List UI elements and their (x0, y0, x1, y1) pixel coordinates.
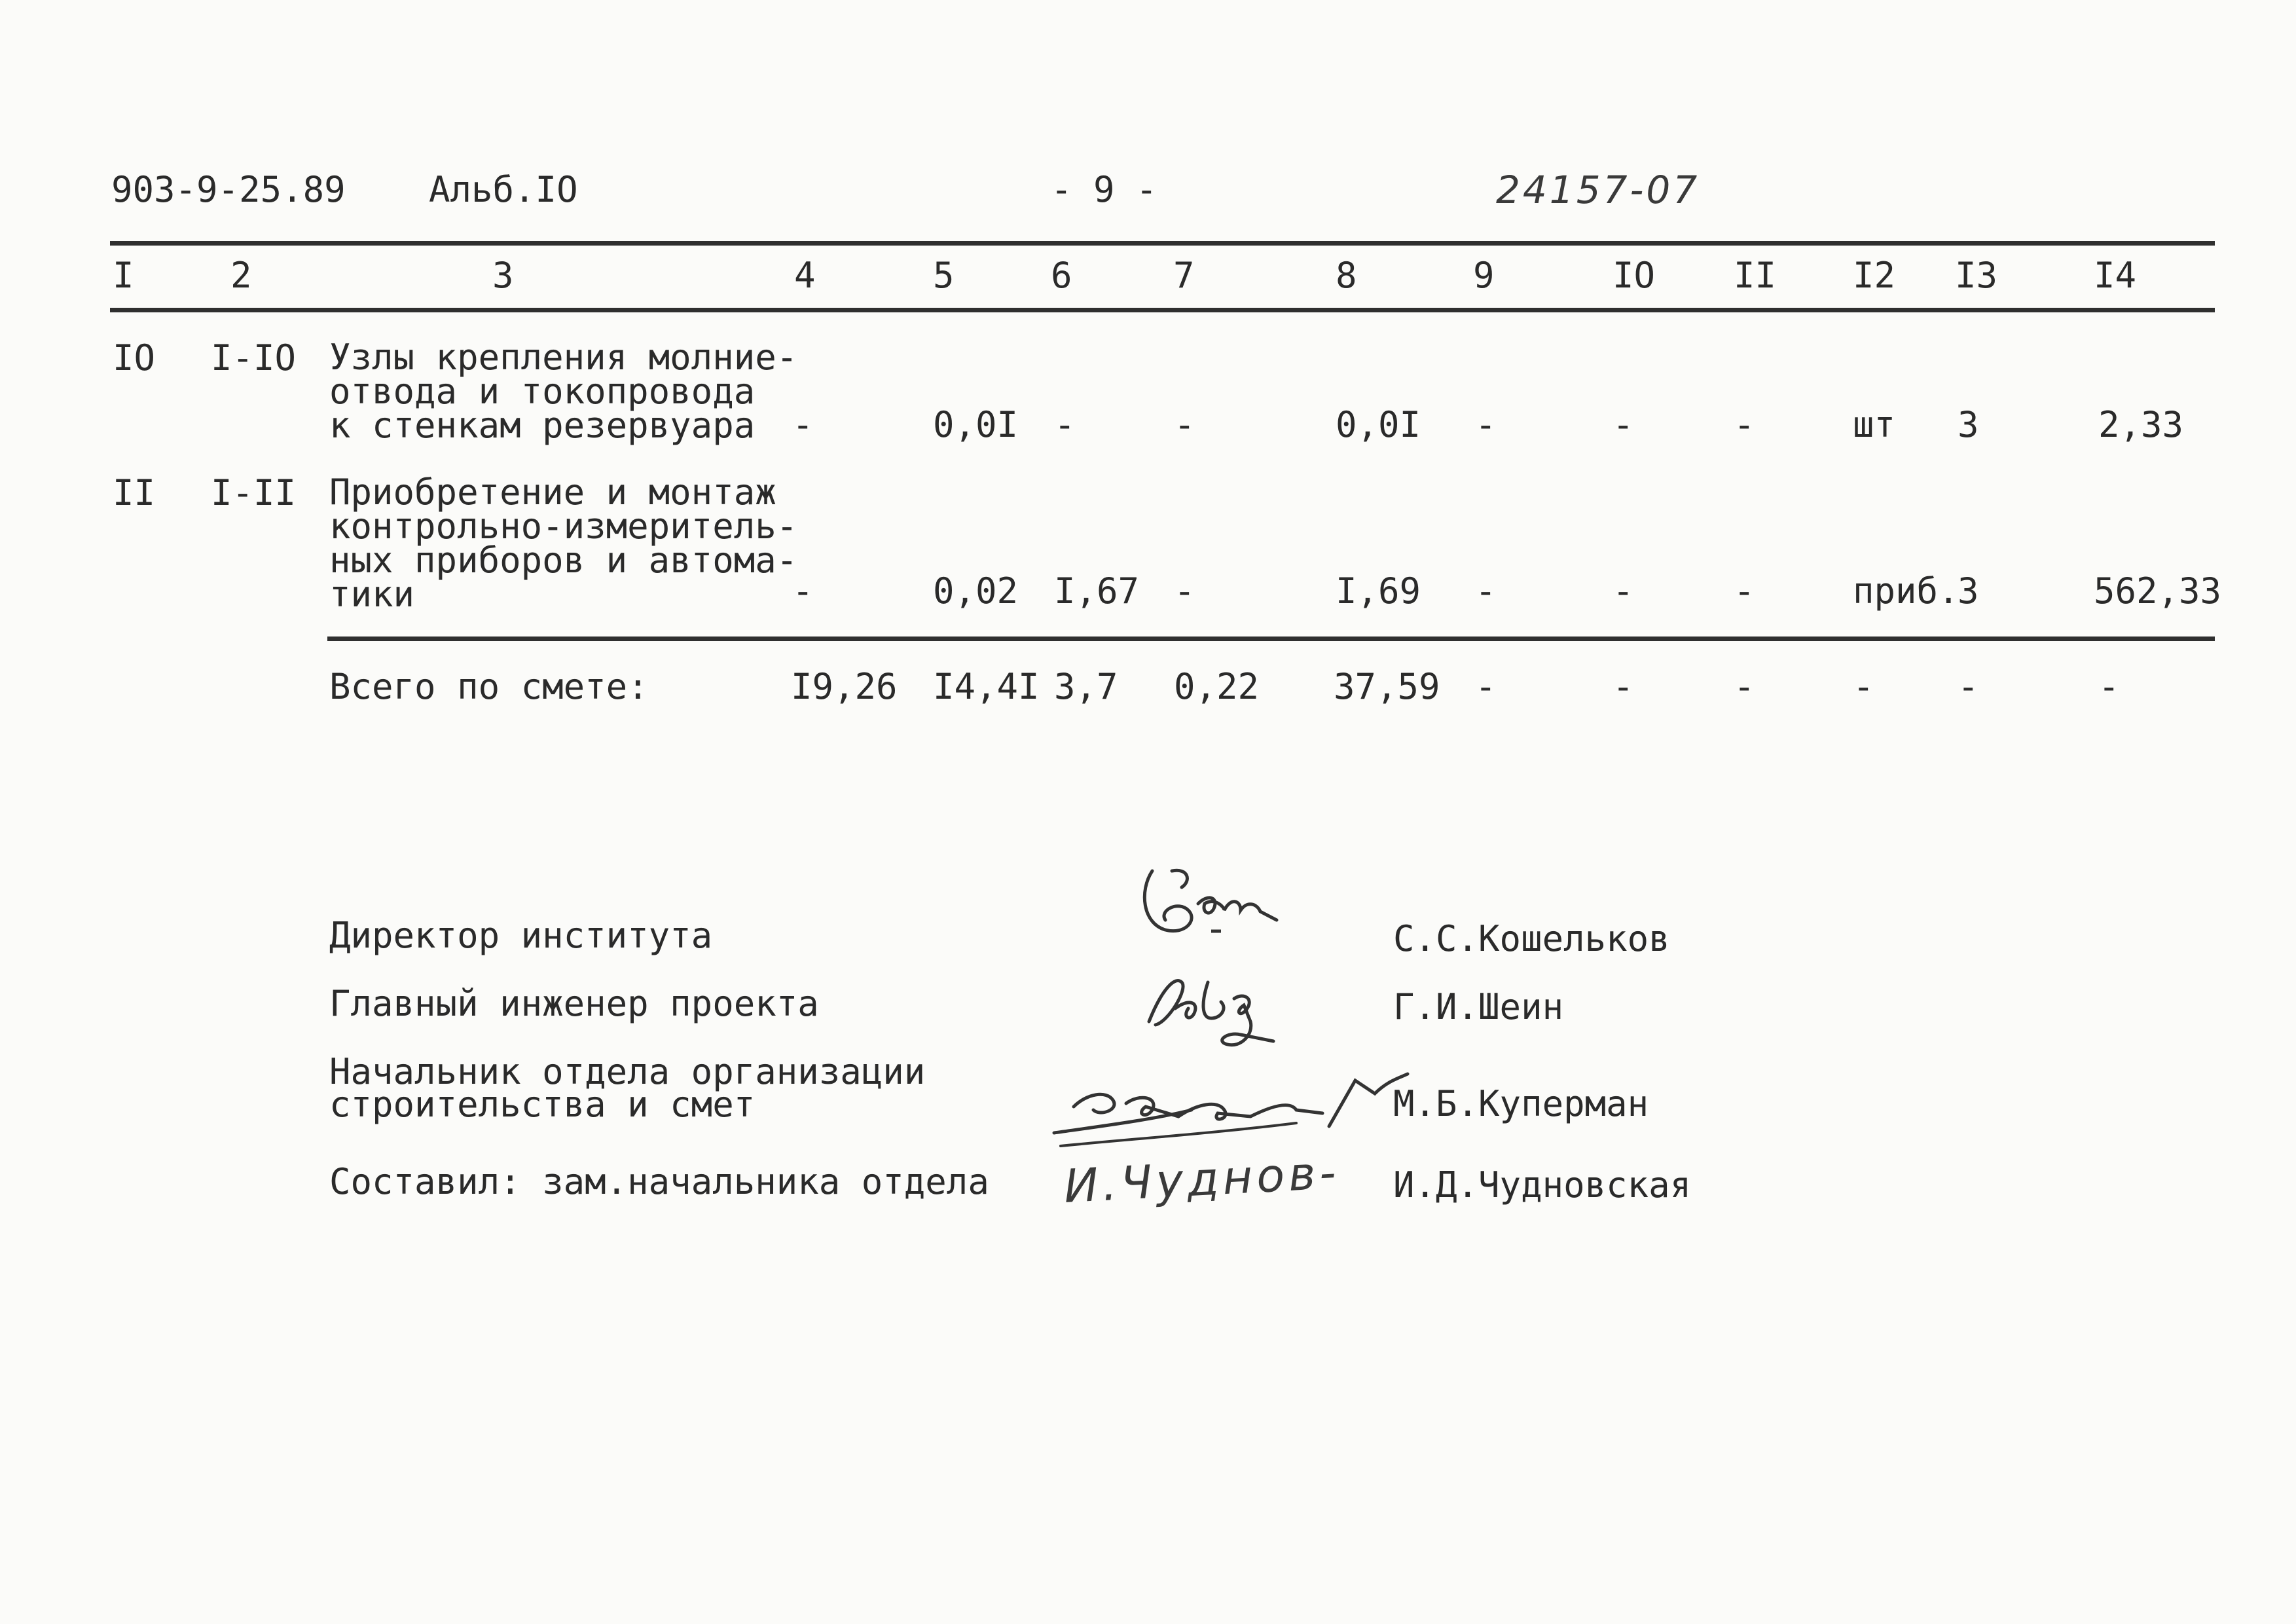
signature-role-line: Начальник отдела организации (329, 1051, 926, 1092)
column-header-9: 9 (1473, 255, 1495, 296)
signatory-name: С.С.Кошельков (1393, 918, 1670, 959)
total-label: Всего по смете: (329, 666, 649, 707)
total-col12: - (1853, 666, 1874, 707)
work-description-line: к стенкам резервуара (329, 405, 756, 446)
total-col4: I9,26 (791, 666, 898, 707)
cell-col6: - (1054, 404, 1076, 445)
signature-role-line: Составил: зам.начальника отдела (329, 1161, 989, 1202)
estimate-ref: I-II (211, 472, 297, 513)
cell-col7: - (1174, 570, 1195, 612)
total-col10: - (1613, 666, 1634, 707)
header-bottom-rule (110, 308, 2215, 312)
total-col11: - (1734, 666, 1755, 707)
estimate-ref: I-IO (211, 337, 297, 378)
signatory-name: М.Б.Куперман (1393, 1083, 1649, 1124)
cell-col6: I,67 (1054, 570, 1140, 612)
total-col8: 37,59 (1334, 666, 1440, 707)
total-col9: - (1475, 666, 1497, 707)
column-header-10: IO (1613, 255, 1656, 296)
work-description (329, 337, 798, 446)
signature-role (329, 1161, 989, 1202)
cell-col10: - (1613, 404, 1634, 445)
cell-col5: 0,02 (933, 570, 1019, 612)
cell-col11: - (1734, 570, 1755, 612)
column-header-14: I4 (2094, 255, 2137, 296)
column-header-4: 4 (794, 255, 816, 296)
signature-role (329, 915, 713, 956)
signature-role-line: строительства и смет (329, 1084, 756, 1125)
signature-role (329, 1051, 926, 1125)
cell-col14: 2,33 (2098, 404, 2184, 445)
cell-col8: 0,0I (1336, 404, 1421, 445)
work-description-line: Узлы крепления молние- (329, 337, 798, 378)
column-header-2: 2 (230, 255, 252, 296)
column-header-11: II (1734, 255, 1777, 296)
cell-unit: шт (1853, 404, 1896, 445)
cell-col5: 0,0I (933, 404, 1019, 445)
work-description-line: контрольно-измеритель- (329, 506, 798, 547)
document-code: 903-9-25.89 (111, 169, 346, 210)
total-separator-rule (327, 637, 2215, 641)
work-description-line: Приобретение и монтаж (329, 471, 776, 513)
album-number: Альб.IO (429, 169, 578, 210)
cell-col7: - (1174, 404, 1195, 445)
total-col5: I4,4I (933, 666, 1040, 707)
total-col6: 3,7 (1054, 666, 1118, 707)
signature-role-line: Главный инженер проекта (329, 983, 819, 1024)
signature-role (329, 983, 819, 1024)
column-header-7: 7 (1173, 255, 1195, 296)
handwritten-signature (1126, 858, 1336, 959)
cell-quantity: 3 (1958, 404, 1979, 445)
signatory-name: Г.И.Шеин (1393, 986, 1564, 1027)
cell-col9: - (1475, 570, 1497, 612)
work-description (329, 471, 798, 615)
work-description-line: ных приборов и автома- (329, 540, 798, 581)
cell-quantity: 3 (1958, 570, 1979, 612)
page-number: - 9 - (1051, 169, 1157, 210)
handwritten-signature (1048, 1054, 1414, 1155)
column-header-6: 6 (1051, 255, 1072, 296)
column-header-12: I2 (1853, 255, 1896, 296)
column-header-13: I3 (1955, 255, 1998, 296)
row-number: II (113, 472, 156, 513)
total-col13: - (1958, 666, 1979, 707)
signature-role-line: Директор института (329, 915, 713, 956)
signatory-name: И.Д.Чудновская (1393, 1164, 1692, 1206)
cell-col8: I,69 (1336, 570, 1421, 612)
column-header-3: 3 (492, 255, 514, 296)
total-col7: 0,22 (1174, 666, 1260, 707)
row-number: IO (113, 337, 156, 378)
work-description-line: тики (329, 574, 415, 615)
cell-col9: - (1475, 404, 1497, 445)
handwritten-signature: И.Чуднов- (1063, 1145, 1341, 1213)
cell-unit: приб. (1853, 570, 1959, 612)
column-header-1: I (113, 255, 134, 296)
cell-col14: 562,33 (2094, 570, 2222, 612)
column-header-5: 5 (933, 255, 955, 296)
total-col14: - (2098, 666, 2120, 707)
cell-col11: - (1734, 404, 1755, 445)
work-description-line: отвода и токопровода (329, 371, 756, 412)
cell-col10: - (1613, 570, 1634, 612)
cell-col4: - (792, 404, 814, 445)
inventory-number: 24157-07 (1496, 168, 1700, 212)
column-header-8: 8 (1336, 255, 1357, 296)
cell-col4: - (792, 570, 814, 612)
table-top-rule (110, 241, 2215, 246)
